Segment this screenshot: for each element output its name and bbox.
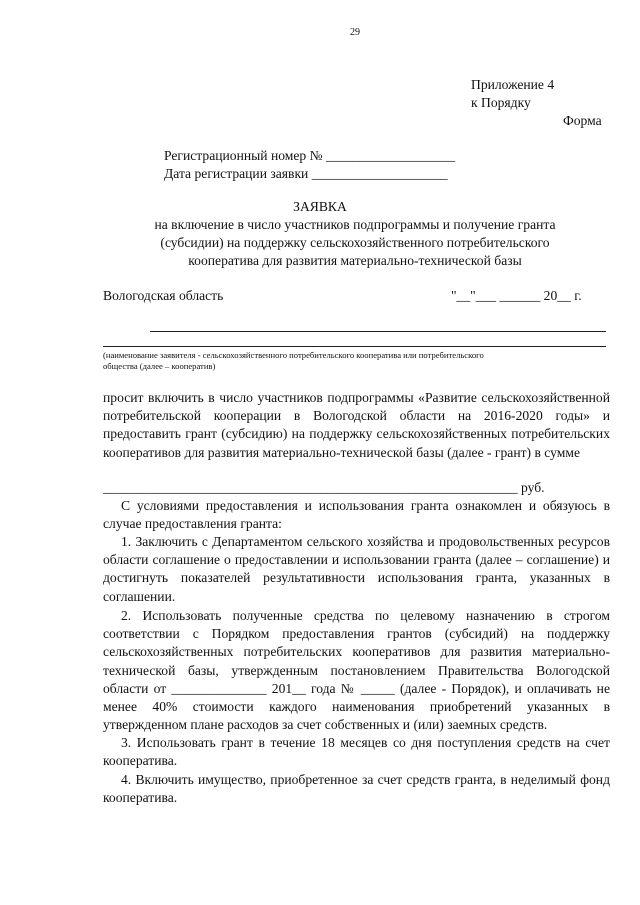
title-line-2: (субсидии) на поддержку сельскохозяйственного потребительского [160, 235, 550, 250]
date-field: "__"___ ______ 20__ г. [451, 288, 582, 303]
applicant-name-line-2 [103, 346, 606, 347]
obligation-item-4: 4. Включить имущество, приобретенное за счет средств гранта, в неделимый фонд кооператива. [103, 772, 610, 806]
page-number: 29 [350, 27, 360, 38]
sum-line: _____________________________________________________________ руб. [103, 480, 545, 495]
obligation-item-3: 3. Использовать грант в течение 18 месяцев со дня поступления средств на счет кооператива. [103, 735, 610, 769]
applicant-note-line-2: общества (далее – кооператив) [103, 361, 216, 371]
obligation-item-2: 2. Использовать полученные средства по целевому назначению в строгом соответствии с Порядком предоставления грантов (субсидий) на поддержку сельскохозяйственных потребительских кооперативов для развития материально-технической базы, утвержденным постановлением Правительства Вологодской области от ______________ 201__ года № _____ (далее - Порядок), и оплачивать не менее 40% стоимости каждого наименования приобретений указанных в утвержденном плане расходов за счет собственных и (или) заемных средств. [103, 608, 610, 733]
conditions-paragraph: С условиями предоставления и использования гранта ознакомлен и обязуюсь в случае предоставления гранта: [103, 498, 610, 532]
request-paragraph: просит включить в число участников подпрограммы «Развитие сельскохозяйственной потребительской кооперации в Вологодской области на 2016-2020 годы» и предоставить грант (субсидию) на поддержку сельскохозяйственных потребительских кооперативов для развития материально-технической базы (далее - грант) в сумме [103, 390, 610, 460]
title-line-1: на включение в число участников подпрограммы и получение гранта [154, 217, 556, 232]
registration-number: Регистрационный номер № ___________________ [164, 148, 456, 163]
applicant-name-line [150, 331, 606, 332]
obligation-item-1: 1. Заключить с Департаментом сельского хозяйства и продовольственных ресурсов области соглашение о предоставлении и использовании гранта (далее – соглашение) и достигнуть показателей результативности использования гранта, указанных в соглашении. [103, 534, 610, 604]
region-label: Вологодская область [103, 288, 224, 303]
title-line-3: кооператива для развития материально-технической базы [188, 253, 522, 268]
document-title: ЗАЯВКА [293, 199, 347, 214]
appendix-line-1: Приложение 4 [471, 77, 555, 92]
appendix-line-2: к Порядку [471, 95, 531, 110]
applicant-note-line-1: (наименование заявителя - сельскохозяйственного потребительского кооператива или потребительского [103, 350, 484, 360]
registration-date: Дата регистрации заявки ____________________ [164, 166, 448, 181]
form-label: Форма [563, 113, 602, 128]
